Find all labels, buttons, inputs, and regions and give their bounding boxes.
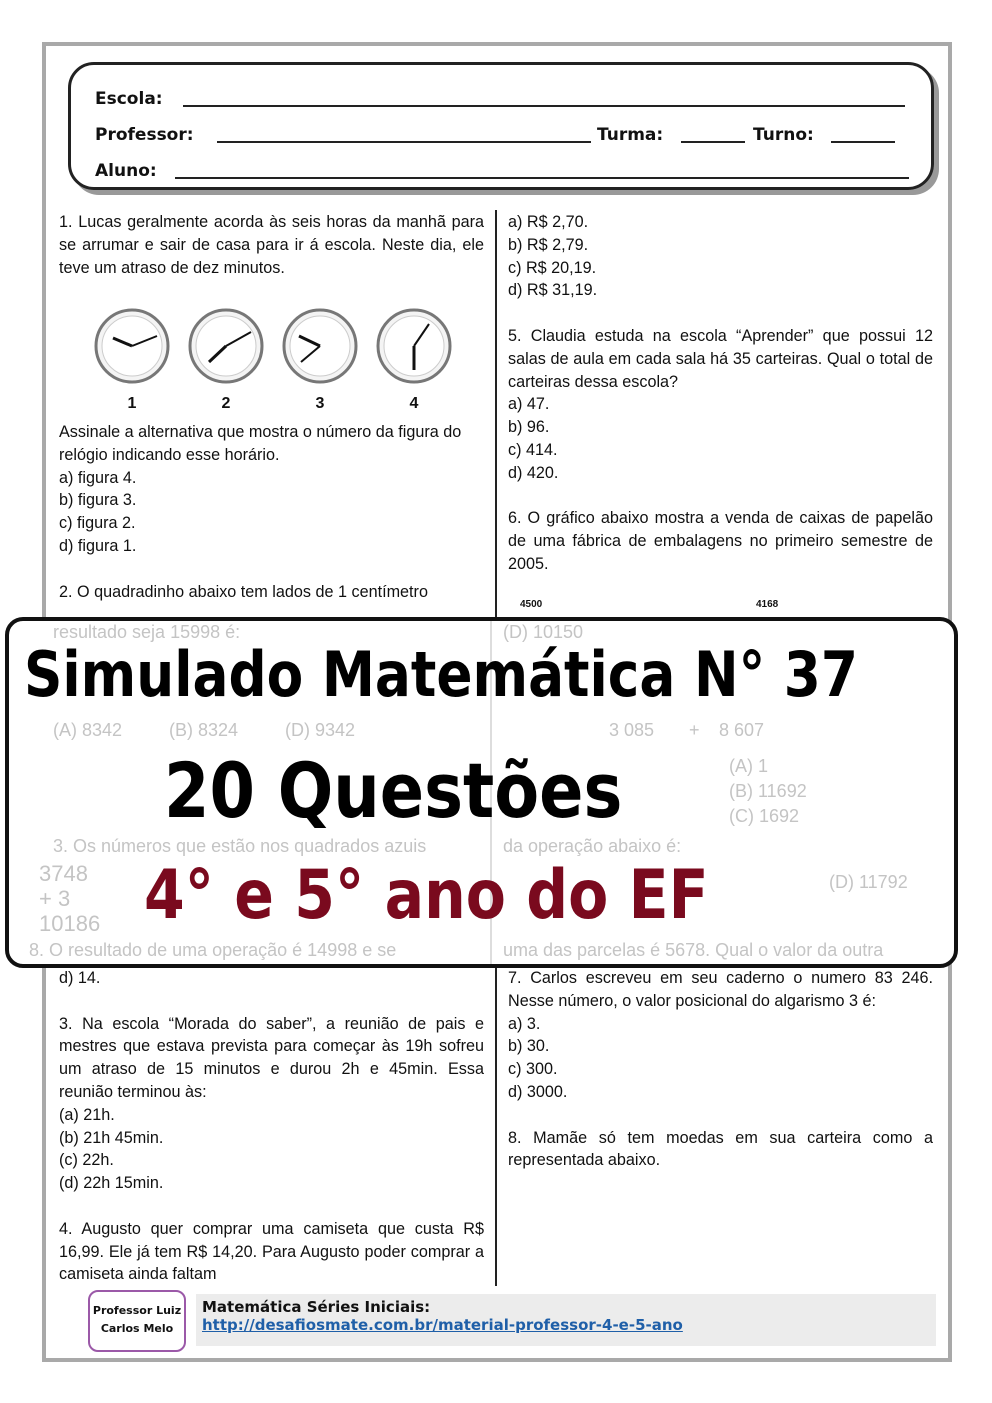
- right-column: [508, 211, 933, 576]
- question-6: 6. O gráfico abaixo mostra a venda de caixas de papelão de uma fábrica de embalagens no primeiro semestre de 2005.: [508, 509, 933, 573]
- escola-label: Escola:: [95, 89, 163, 109]
- option[interactable]: (a) 21h.: [59, 1105, 115, 1124]
- footer: [88, 1290, 936, 1352]
- clock-icon: [375, 306, 453, 386]
- aluno-field[interactable]: [175, 177, 909, 179]
- left-column-lower: [59, 967, 484, 1286]
- option[interactable]: c) 414.: [508, 440, 558, 459]
- option[interactable]: a) R$ 2,70.: [508, 213, 589, 231]
- clock-icon: [93, 306, 171, 386]
- title-banner: [5, 617, 958, 968]
- banner-title: Simulado Matemática N° 37: [24, 638, 859, 711]
- turno-label: Turno:: [753, 125, 814, 145]
- faded-line: (D) 10150: [503, 622, 584, 642]
- option[interactable]: b) 96.: [508, 418, 550, 437]
- clock-label: 1: [127, 395, 137, 412]
- turma-field[interactable]: [681, 141, 745, 143]
- footer-bar: [196, 1294, 936, 1346]
- faded-line: da operação abaixo é:: [503, 836, 682, 856]
- faded-line: 3 085: [609, 720, 655, 740]
- clock-figure-4: [372, 306, 456, 413]
- clock-label: 2: [221, 395, 231, 412]
- option[interactable]: (b) 21h 45min.: [59, 1128, 164, 1147]
- faded-line: (A) 1: [729, 756, 769, 776]
- option[interactable]: b) R$ 2,79.: [508, 235, 589, 254]
- option[interactable]: b) 30.: [508, 1037, 550, 1056]
- clock-icon: [187, 306, 265, 386]
- option[interactable]: d) 420.: [508, 463, 559, 482]
- option[interactable]: (c) 22h.: [59, 1151, 114, 1170]
- faded-line: (B) 11692: [729, 781, 807, 801]
- faded-line: + 3: [39, 886, 71, 911]
- clock-icon: [281, 306, 359, 386]
- right-column-lower: [508, 967, 933, 1172]
- professor-label: Professor:: [95, 125, 194, 145]
- option[interactable]: (d) 22h 15min.: [59, 1174, 164, 1193]
- aluno-label: Aluno:: [95, 161, 157, 181]
- faded-line: (D) 11792: [829, 872, 908, 892]
- footer-label: Matemática Séries Iniciais:: [202, 1298, 431, 1316]
- option[interactable]: a) 47.: [508, 395, 550, 414]
- option[interactable]: b) figura 3.: [59, 491, 137, 510]
- option[interactable]: c) 300.: [508, 1060, 558, 1079]
- clock-figures: [90, 306, 460, 413]
- banner-grade: 4° e 5° ano do EF: [144, 856, 709, 935]
- question-5: 5. Claudia estuda na escola “Aprender” que possui 12 salas de aula em cada sala há 35 carteiras. Qual o total de carteiras dessa escola?: [508, 326, 933, 391]
- banner-subtitle: 20 Questões: [164, 746, 623, 835]
- option[interactable]: d) figura 1.: [59, 536, 137, 555]
- question-7: 7. Carlos escreveu em seu caderno o numero 83 246. Nesse número, o valor posicional do algarismo 3 é:: [508, 969, 933, 1010]
- clock-label: 3: [315, 395, 325, 412]
- faded-line: 3. Os números que estão nos quadrados azuis: [53, 836, 427, 856]
- option[interactable]: c) R$ 20,19.: [508, 258, 597, 277]
- faded-line: (A) 8342: [53, 720, 123, 740]
- faded-line: resultado seja 15998 é:: [53, 622, 241, 642]
- turma-label: Turma:: [597, 125, 664, 145]
- question-3: 3. Na escola “Morada do saber”, a reunião de pais e mestres que estava prevista para começar às 19h sofreu um atraso de 15 minutos e durou 2h e 45min. Essa reunião terminou às:: [59, 1014, 484, 1101]
- author-logo: Professor Luiz Carlos Melo: [88, 1290, 186, 1352]
- faded-line: 8. O resultado de uma operação é 14998 e se: [29, 940, 397, 960]
- turno-field[interactable]: [831, 141, 895, 143]
- faded-line: (D) 9342: [285, 720, 356, 740]
- chart-label-4168: 4168: [756, 599, 779, 610]
- footer-link[interactable]: http://desafiosmate.com.br/material-professor-4-e-5-ano: [202, 1316, 683, 1334]
- faded-line: 8 607: [719, 720, 765, 740]
- chart-label-4500: 4500: [520, 599, 543, 610]
- question-4: 4. Augusto quer comprar uma camiseta que custa R$ 16,99. Ele já tem R$ 14,20. Para Augusto poder comprar a camiseta ainda faltam: [59, 1219, 484, 1284]
- question-2: 2. O quadradinho abaixo tem lados de 1 centímetro: [59, 582, 428, 601]
- professor-field[interactable]: [217, 141, 591, 143]
- option[interactable]: d) 14.: [59, 969, 101, 987]
- clock-figure-2: [184, 306, 268, 413]
- faded-line: +: [689, 720, 700, 740]
- left-column: [59, 211, 484, 279]
- escola-field[interactable]: [183, 105, 905, 107]
- student-info-header: [68, 62, 934, 190]
- faded-line: (B) 8324: [169, 720, 239, 740]
- question-1: 1. Lucas geralmente acorda às seis horas da manhã para se arrumar e sair de casa para ir á escola. Neste dia, ele teve um atraso de dez minutos.: [59, 213, 484, 277]
- option[interactable]: a) 3.: [508, 1014, 541, 1033]
- faded-line: 3748: [39, 861, 88, 886]
- option[interactable]: c) figura 2.: [59, 514, 136, 533]
- faded-line: (C) 1692: [729, 806, 800, 826]
- faded-line: uma das parcelas é 5678. Qual o valor da outra: [503, 940, 884, 960]
- question-1-prompt: Assinale a alternativa que mostra o número da figura do relógio indicando esse horário.: [59, 423, 462, 464]
- question-8: 8. Mamãe só tem moedas em sua carteira como a representada abaixo.: [508, 1128, 933, 1170]
- option[interactable]: d) 3000.: [508, 1082, 568, 1101]
- clock-figure-1: [90, 306, 174, 413]
- clock-figure-3: [278, 306, 362, 413]
- option[interactable]: a) figura 4.: [59, 468, 137, 487]
- option[interactable]: d) R$ 31,19.: [508, 281, 598, 300]
- question-1-options: [59, 421, 484, 603]
- faded-line: 10186: [39, 911, 101, 936]
- clock-label: 4: [409, 395, 419, 412]
